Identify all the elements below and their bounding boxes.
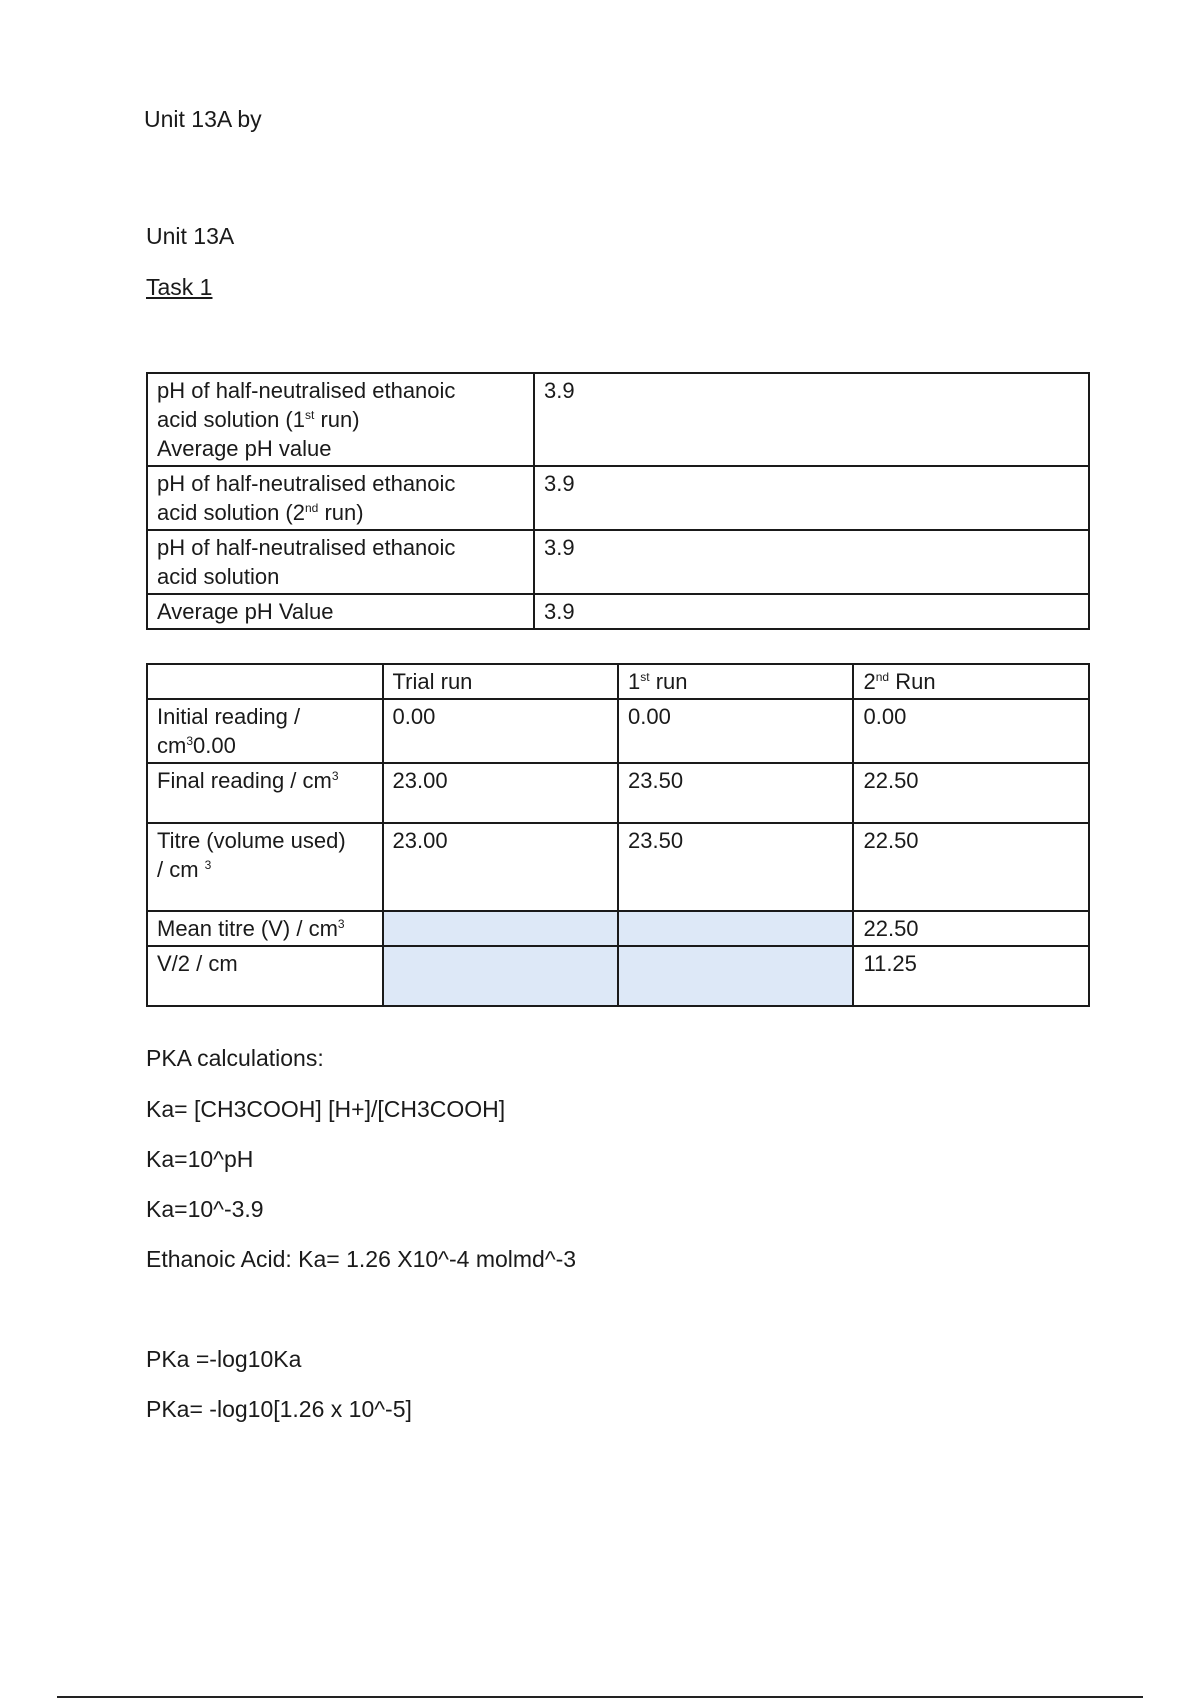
unit-superscript: 3 [337,917,345,931]
label-text: 0.00 [193,733,236,758]
label-line [157,405,524,434]
unit-superscript: 3 [186,734,194,748]
row-label: V/2 / cm [147,946,383,1006]
label-line: pH of half-neutralised ethanoic [157,378,456,403]
ph-value: 3.9 [534,530,1089,594]
ph-results-table [146,372,1090,630]
row-label [147,763,383,823]
shaded-cell [383,911,618,946]
ordinal-suffix: nd [304,501,319,515]
calculation-line: PKa =-log10Ka [146,1346,302,1372]
table-cell: 23.00 [383,763,618,823]
header-trial-run: Trial run [383,664,618,699]
footer-divider [57,1696,1143,1698]
row-label: Average pH Value [147,594,534,629]
header-text: Run [889,669,936,694]
label-text: acid solution (2 [157,500,305,525]
calculation-line: Ka=10^pH [146,1146,254,1172]
shaded-cell [618,946,853,1006]
label-text: run) [314,407,360,432]
table-cell: 22.50 [853,823,1089,911]
table-row [147,373,1089,466]
table-cell: 22.50 [853,911,1089,946]
header-text: 1 [628,669,641,694]
unit-superscript: 3 [204,858,212,872]
label-text: acid solution (1 [157,407,305,432]
label-line [157,855,373,884]
row-label [147,911,383,946]
table-cell: 23.00 [383,823,618,911]
row-label [147,823,383,911]
table-cell: 11.25 [853,946,1089,1006]
label-line: Average pH value [157,436,332,461]
calculation-line: Ka= [CH3COOH] [H+]/[CH3COOH] [146,1096,506,1122]
table-cell: 0.00 [383,699,618,763]
task-heading: Task 1 [146,274,213,300]
ordinal-suffix: st [640,670,650,684]
label-line [157,498,524,527]
header-text: run [649,669,688,694]
row-label [147,466,534,530]
row-label [147,699,383,763]
table-row [147,823,1089,911]
label-text: Mean titre (V) / cm [157,916,338,941]
label-text: run) [318,500,364,525]
shaded-cell [618,911,853,946]
calculations-heading: PKA calculations: [146,1045,324,1071]
table-cell: 22.50 [853,763,1089,823]
table-row [147,530,1089,594]
table-row [147,911,1089,946]
table-row [147,594,1089,629]
header-text: 2 [863,669,876,694]
row-label [147,530,534,594]
ordinal-suffix: nd [875,670,890,684]
label-text: Final reading / cm [157,768,332,793]
calculation-line: Ka=10^-3.9 [146,1196,264,1222]
table-row [147,946,1089,1006]
table-cell: 0.00 [853,699,1089,763]
calculation-line: PKa= -log10[1.26 x 10^-5] [146,1396,412,1422]
ordinal-suffix: st [304,408,315,422]
table-cell: 0.00 [618,699,853,763]
ph-value: 3.9 [534,373,1089,466]
label-text: cm [157,733,187,758]
shaded-cell [383,946,618,1006]
unit-superscript: 3 [331,769,339,783]
label-line: Initial reading / [157,704,301,729]
header-second-run [853,664,1089,699]
table-cell: 23.50 [618,823,853,911]
label-line: pH of half-neutralised ethanoic [157,471,456,496]
table-row [147,763,1089,823]
table-header-row [147,664,1089,699]
unit-heading: Unit 13A [146,223,235,249]
label-line: Titre (volume used) [157,828,346,853]
row-label [147,373,534,466]
header-title: Unit 13A by [144,106,262,132]
ph-value: 3.9 [534,594,1089,629]
table-cell: 23.50 [618,763,853,823]
label-line: pH of half-neutralised ethanoic [157,535,456,560]
header-first-run [618,664,853,699]
ph-value: 3.9 [534,466,1089,530]
table-row [147,699,1089,763]
header-cell-empty [147,664,383,699]
label-text: / cm [157,857,205,882]
calculation-line: Ethanoic Acid: Ka= 1.26 X10^-4 molmd^-3 [146,1246,577,1272]
table-row [147,466,1089,530]
titration-table [146,663,1090,1007]
label-line [157,731,373,760]
label-line: acid solution [157,564,280,589]
